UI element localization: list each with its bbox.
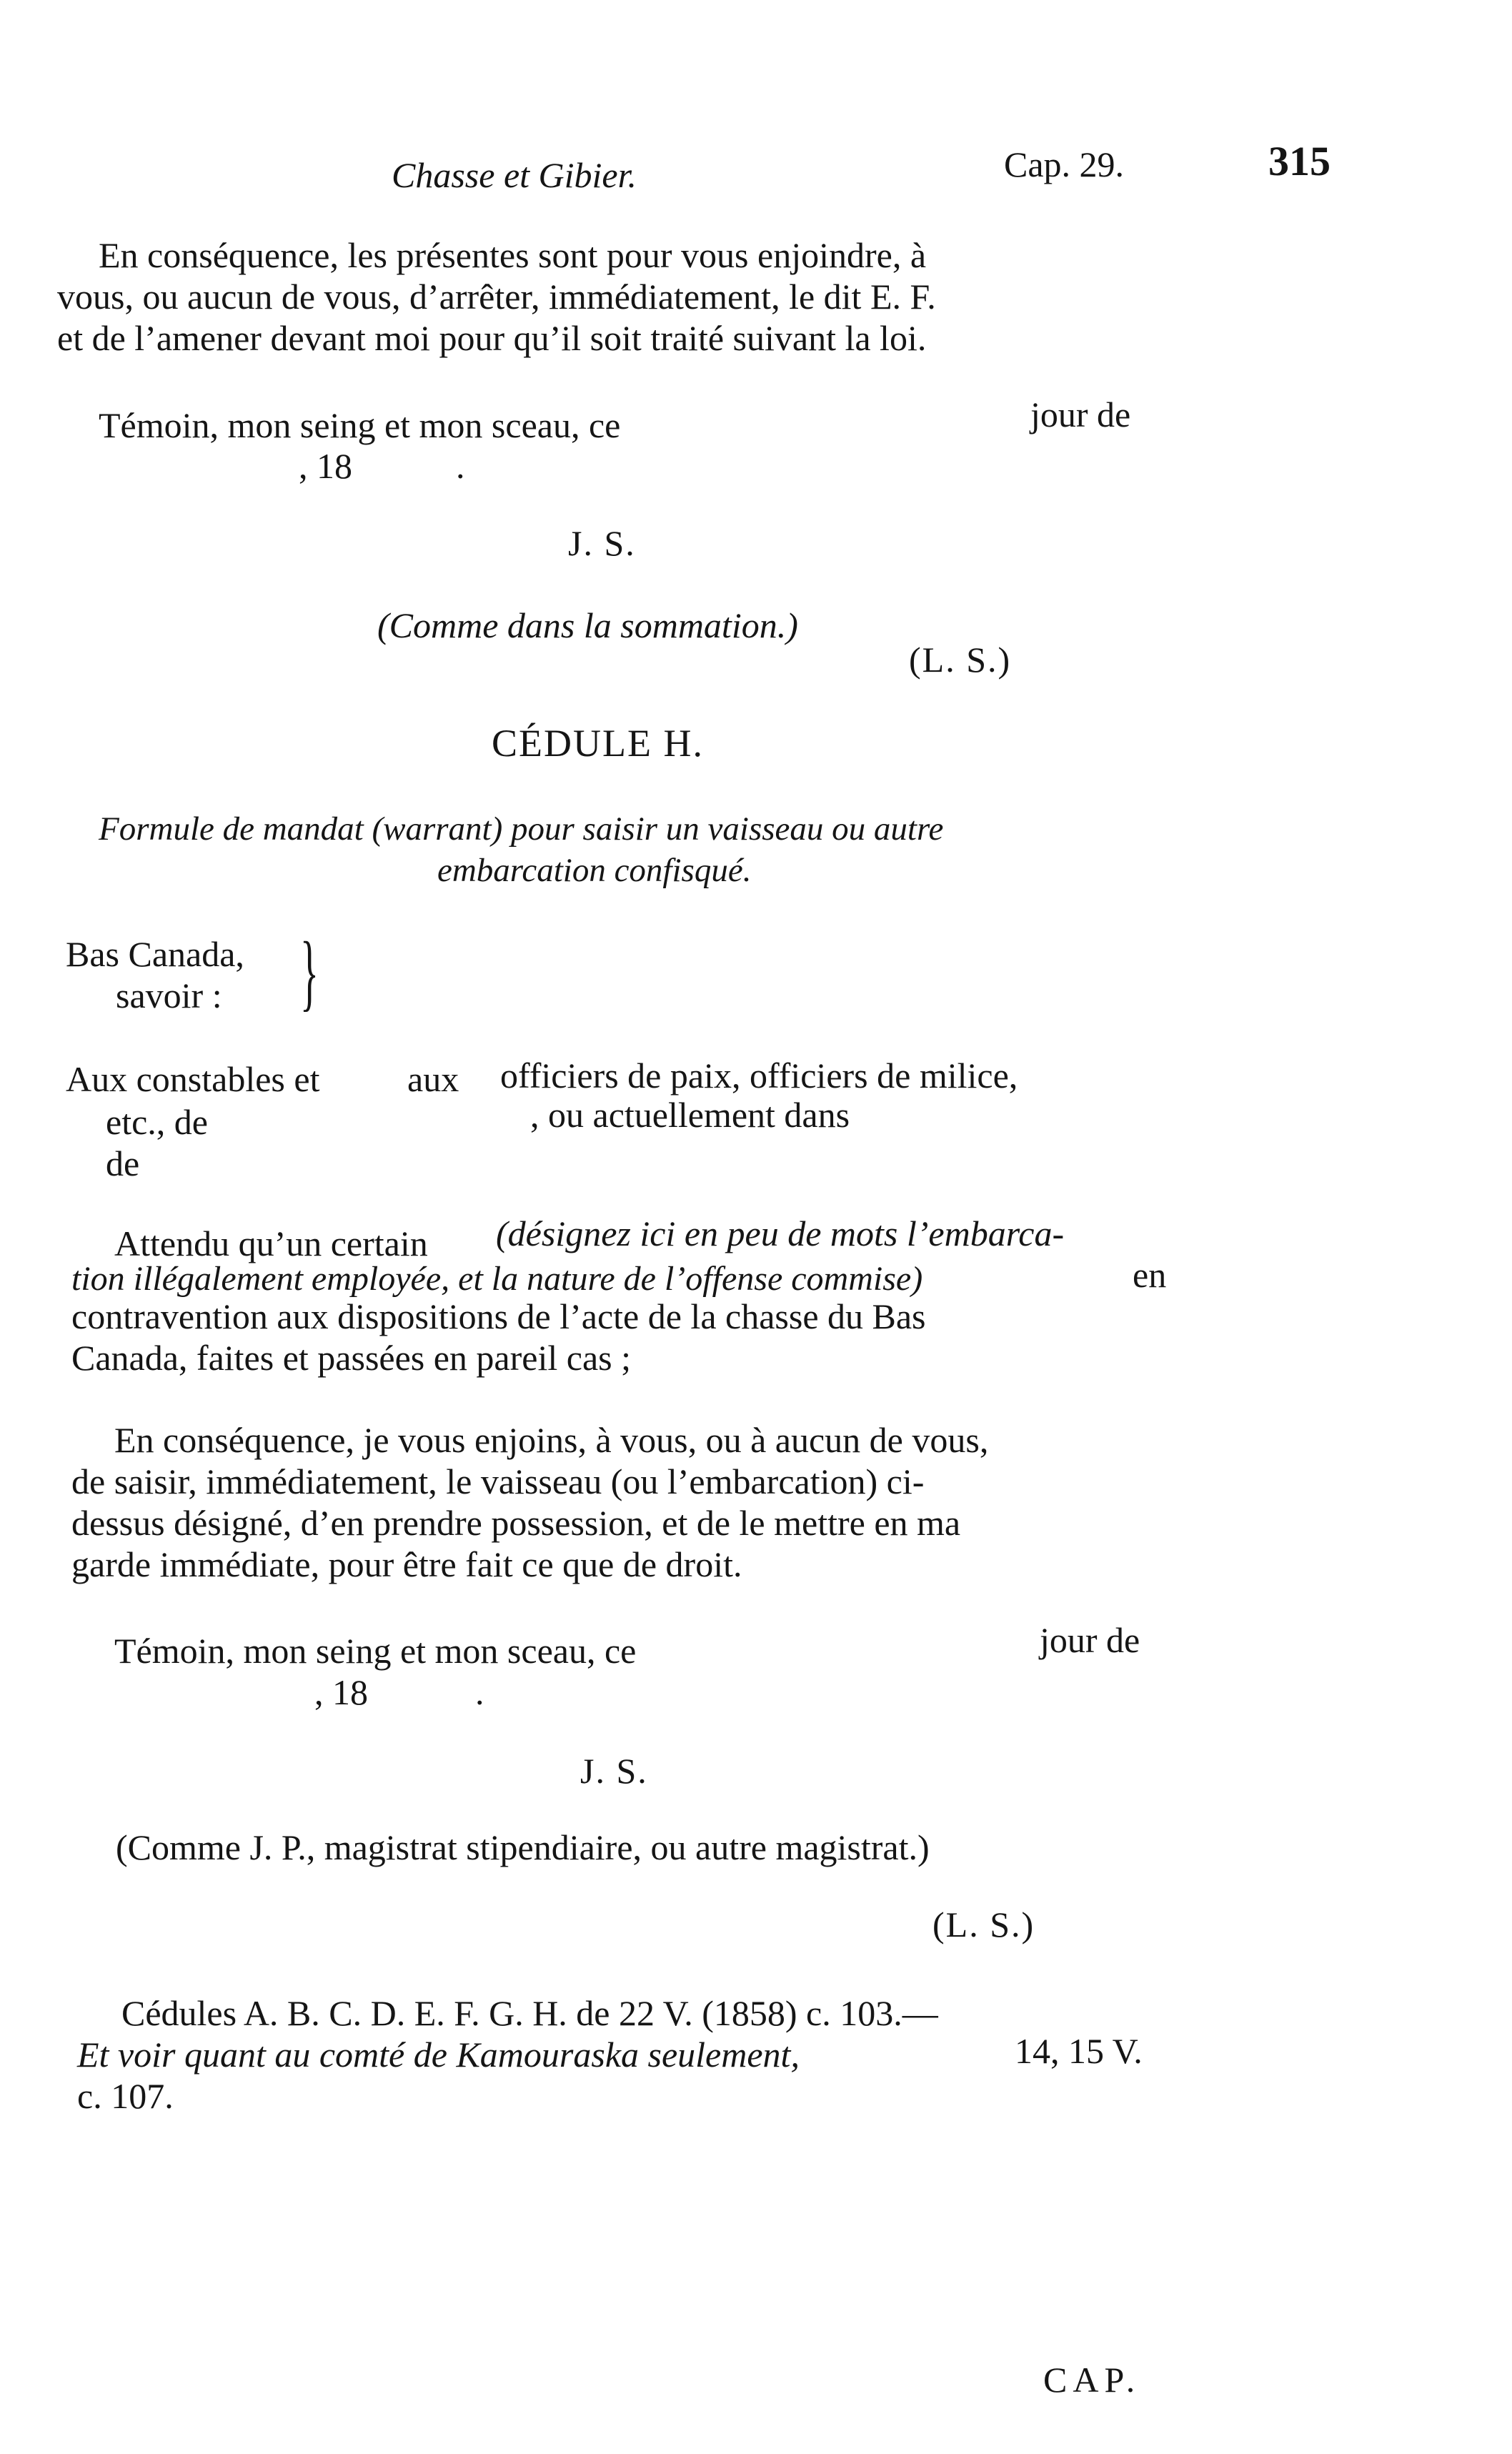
note-line-2-italic: Et voir quant au comté de Kamouraska seulement, <box>77 2035 800 2075</box>
order-line-1: En conséquence, je vous enjoins, à vous, ou à aucun de vous, <box>114 1420 989 1460</box>
witness-year-dot-1: . <box>456 446 465 486</box>
warrant-end-line-3: et de l’amener devant moi pour qu’il soit traité suivant la loi. <box>57 318 927 358</box>
address-line-1a: Aux constables et <box>66 1059 320 1099</box>
catchword: CAP. <box>1043 2360 1141 2400</box>
whereas-line-2a: tion illégalement employée, et la nature de l’offense commise) <box>71 1260 923 1298</box>
venue-line-1: Bas Canada, <box>66 934 244 974</box>
order-line-3: dessus désigné, d’en prendre possession, et de le mettre en ma <box>71 1503 961 1543</box>
whereas-line-2b: en <box>1133 1255 1167 1295</box>
venue-line-2: savoir : <box>116 975 222 1015</box>
note-line-3: c. 107. <box>77 2076 174 2116</box>
signature-note-1: (Comme dans la sommation.) <box>377 605 798 645</box>
address-line-2a: etc., de <box>106 1102 208 1142</box>
running-title: Chasse et Gibier. <box>392 155 637 195</box>
address-line-1c: officiers de paix, officiers de milice, <box>500 1055 1018 1096</box>
witness-year-2: , 18 <box>314 1672 368 1712</box>
order-line-4: garde immédiate, pour être fait ce que de droit. <box>71 1544 742 1584</box>
address-line-3: de <box>106 1143 140 1183</box>
schedule-subtitle-line-1: Formule de mandat (warrant) pour saisir un vaisseau ou autre <box>99 810 944 848</box>
warrant-end-line-1: En conséquence, les présentes sont pour vous enjoindre, à <box>99 235 927 275</box>
witness-day-2: jour de <box>1040 1620 1140 1660</box>
whereas-line-1b: (désignez ici en peu de mots l’embarca- <box>496 1213 1065 1253</box>
schedule-subtitle-line-2: embarcation confisqué. <box>437 852 752 889</box>
note-line-2-rest: 14, 15 V. <box>1015 2031 1143 2071</box>
page-number: 315 <box>1268 138 1331 184</box>
schedule-title: CÉDULE H. <box>492 722 704 765</box>
order-line-2: de saisir, immédiatement, le vaisseau (ou l’embarcation) ci- <box>71 1461 925 1501</box>
whereas-line-3: contravention aux dispositions de l’acte de la chasse du Bas <box>71 1296 926 1336</box>
note-line-1: Cédules A. B. C. D. E. F. G. H. de 22 V. (1858) c. 103.— <box>121 1993 938 2033</box>
signature-note-2: (Comme J. P., magistrat stipendiaire, ou autre magistrat.) <box>116 1827 930 1867</box>
witness-day-1: jour de <box>1030 394 1131 434</box>
address-line-2b: , ou actuellement dans <box>530 1095 850 1135</box>
witness-year-1: , 18 <box>299 446 352 486</box>
witness-line-1: Témoin, mon seing et mon sceau, ce <box>99 405 621 445</box>
chapter-number: Cap. 29. <box>1004 144 1125 184</box>
witness-year-dot-2: . <box>475 1672 484 1712</box>
signature-2: J. S. <box>580 1751 648 1791</box>
signature-1: J. S. <box>568 523 636 563</box>
whereas-line-1a: Attendu qu’un certain <box>114 1223 428 1263</box>
whereas-line-4: Canada, faites et passées en pareil cas ; <box>71 1338 631 1378</box>
venue-brace: } <box>300 924 319 1019</box>
seal-2: (L. S.) <box>932 1904 1035 1944</box>
address-line-1b: aux <box>407 1059 459 1099</box>
seal-1: (L. S.) <box>909 640 1012 680</box>
witness-line-2: Témoin, mon seing et mon sceau, ce <box>114 1631 637 1671</box>
warrant-end-line-2: vous, ou aucun de vous, d’arrêter, immédiatement, le dit E. F. <box>57 277 936 317</box>
